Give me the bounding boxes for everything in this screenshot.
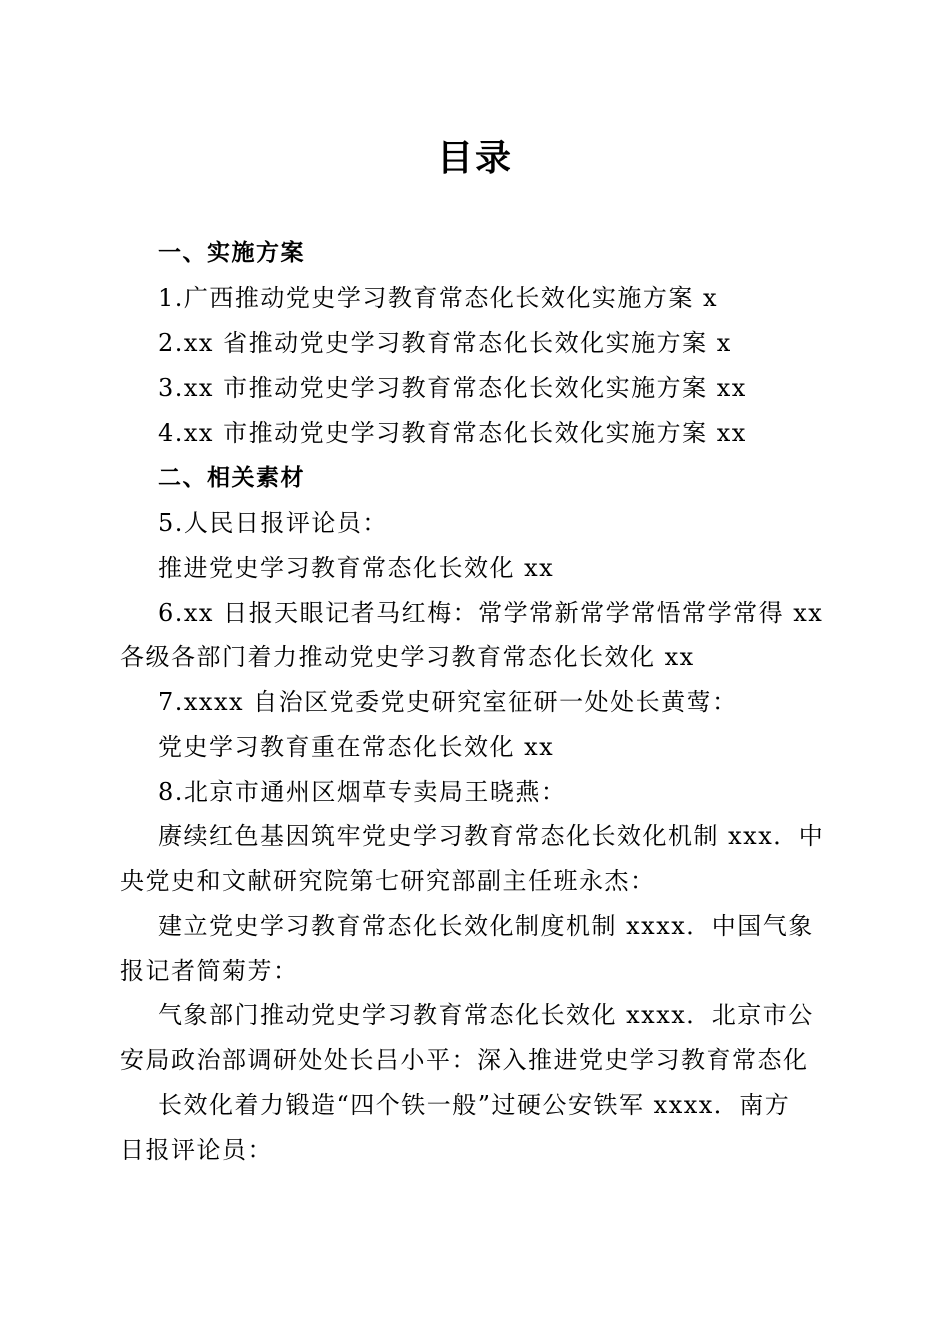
toc-line: 8.北京市通州区烟草专卖局王晓燕： xyxy=(158,778,567,806)
toc-line: 报记者简菊芳： xyxy=(120,957,299,985)
page-title: 目录 xyxy=(436,138,513,179)
toc-line: 党史学习教育重在常态化长效化 xx xyxy=(158,733,555,761)
toc-item-2: 2.xx 省推动党史学习教育常态化长效化实施方案 x xyxy=(158,329,732,357)
toc-line: 推进党史学习教育常态化长效化 xx xyxy=(158,554,555,582)
toc-line: 央党史和文献研究院第七研究部副主任班永杰： xyxy=(120,867,656,895)
toc-line: 日报评论员： xyxy=(120,1136,273,1164)
toc-line: 5.人民日报评论员： xyxy=(158,509,388,537)
toc-line: 赓续红色基因筑牢党史学习教育常态化长效化机制 xxx．中 xyxy=(158,822,825,850)
section-heading-materials: 二、相关素材 xyxy=(158,465,305,491)
toc-item-4: 4.xx 市推动党史学习教育常态化长效化实施方案 xx xyxy=(158,419,747,447)
toc-line: 建立党史学习教育常态化长效化制度机制 xxxx．中国气象 xyxy=(158,912,814,940)
toc-line: 各级各部门着力推动党史学习教育常态化长效化 xx xyxy=(120,643,695,671)
toc-item-1: 1.广西推动党史学习教育常态化长效化实施方案 x xyxy=(158,284,719,312)
toc-line: 6.xx 日报天眼记者马红梅：常学常新常学常悟常学常得 xx xyxy=(158,599,824,627)
toc-line: 7.xxxx 自治区党委党史研究室征研一处处长黄莺： xyxy=(158,688,738,716)
toc-line: 长效化着力锻造“四个铁一般”过硬公安铁军 xxxx．南方 xyxy=(158,1091,791,1119)
toc-item-3: 3.xx 市推动党史学习教育常态化长效化实施方案 xx xyxy=(158,374,747,402)
toc-line: 安局政治部调研处处长吕小平：深入推进党史学习教育常态化 xyxy=(120,1046,809,1074)
toc-line: 气象部门推动党史学习教育常态化长效化 xxxx．北京市公 xyxy=(158,1001,814,1029)
section-heading-plan: 一、实施方案 xyxy=(158,240,305,266)
